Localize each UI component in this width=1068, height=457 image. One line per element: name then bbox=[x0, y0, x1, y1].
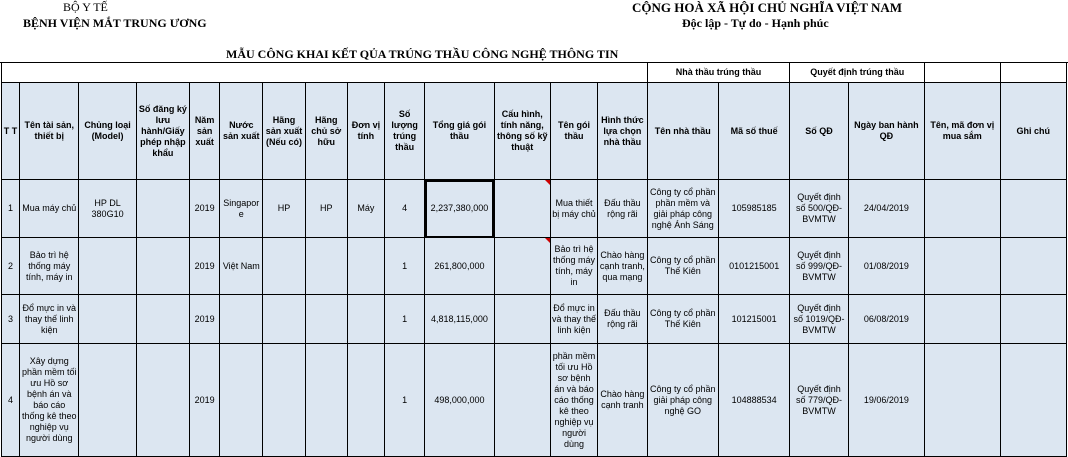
cell-note[interactable] bbox=[1000, 295, 1067, 344]
nation-name: CỘNG HOÀ XÃ HỘI CHỦ NGHĨA VIỆT NAM bbox=[632, 0, 903, 15]
cell-model[interactable] bbox=[79, 344, 136, 457]
col-header-decision-no[interactable]: Số QĐ bbox=[790, 83, 848, 180]
document-title: MẪU CÔNG KHAI KẾT QỦA TRÚNG THẦU CÔNG NGHỆ THÔNG TIN bbox=[226, 47, 619, 61]
cell-spec[interactable] bbox=[494, 238, 550, 295]
cell-decision-date[interactable]: 24/04/2019 bbox=[848, 180, 924, 238]
column-header-row bbox=[2, 83, 1067, 180]
contractor-group-header[interactable]: Nhà thầu trúng thầu bbox=[647, 63, 790, 83]
cell-unit[interactable] bbox=[347, 295, 384, 344]
cell-unit[interactable]: Máy bbox=[347, 180, 384, 238]
cell-tax-code[interactable]: 104888534 bbox=[718, 344, 789, 457]
cell-decision-date[interactable]: 06/08/2019 bbox=[848, 295, 924, 344]
cell-buyer[interactable] bbox=[925, 295, 1000, 344]
col-header-maker[interactable]: Hãng sản xuất (Nếu có) bbox=[263, 83, 305, 180]
cell-spec[interactable] bbox=[494, 344, 550, 457]
table-row bbox=[2, 344, 1067, 457]
cell-buyer[interactable] bbox=[925, 180, 1000, 238]
group-header-row bbox=[2, 63, 1067, 83]
cell-asset-name[interactable]: Xây dựng phần mềm tối ưu Hồ sơ bệnh án và báo cáo thống kê theo nghiệp vụ người dùng bbox=[20, 344, 79, 457]
col-header-package[interactable]: Tên gói thầu bbox=[550, 83, 597, 180]
cell[interactable] bbox=[925, 63, 1000, 83]
cell-quantity[interactable]: 1 bbox=[385, 344, 425, 457]
cell-tt[interactable]: 2 bbox=[2, 238, 20, 295]
cell-model[interactable] bbox=[79, 238, 136, 295]
cell-model[interactable]: HP DL 380G10 bbox=[79, 180, 136, 238]
cell-total-price[interactable]: 261,800,000 bbox=[425, 238, 494, 295]
col-header-method[interactable]: Hình thức lựa chọn nhà thầu bbox=[598, 83, 647, 180]
cell-method[interactable]: Đấu thầu rộng rãi bbox=[598, 295, 647, 344]
col-header-country[interactable]: Nước sản xuất bbox=[220, 83, 263, 180]
col-header-total-price[interactable]: Tổng giá gói thầu bbox=[425, 83, 494, 180]
cell-license[interactable] bbox=[136, 238, 189, 295]
cell-method[interactable]: Chào hàng cạnh tranh, qua mạng bbox=[598, 238, 647, 295]
cell-tax-code[interactable]: 0101215001 bbox=[718, 238, 789, 295]
cell-package[interactable]: phần mềm tối ưu Hồ sơ bệnh án và báo cáo thống kê theo nghiệp vụ người dùng bbox=[550, 344, 597, 457]
cell-buyer[interactable] bbox=[925, 344, 1000, 457]
cell-maker[interactable] bbox=[263, 344, 305, 457]
cell-maker[interactable]: HP bbox=[263, 180, 305, 238]
cell-contractor[interactable]: Công ty cổ phần phần mềm và giải pháp công nghệ Ánh Sáng bbox=[647, 180, 718, 238]
nation-motto: Độc lập - Tự do - Hạnh phúc bbox=[682, 16, 829, 30]
cell-maker[interactable] bbox=[263, 238, 305, 295]
cell-spec[interactable] bbox=[494, 180, 550, 238]
cell-method[interactable]: Chào hàng cạnh tranh bbox=[598, 344, 647, 457]
cell-decision-no[interactable]: Quyết định số 1019/QĐ-BVMTW bbox=[790, 295, 848, 344]
col-header-buyer[interactable]: Tên, mã đơn vị mua sắm bbox=[925, 83, 1000, 180]
cell-package[interactable]: Đổ mực in và thay thế linh kiện bbox=[550, 295, 597, 344]
cell-tax-code[interactable]: 101215001 bbox=[718, 295, 789, 344]
cell-total-price[interactable]: 498,000,000 bbox=[425, 344, 494, 457]
cell-maker[interactable] bbox=[263, 295, 305, 344]
col-header-spec[interactable]: Cấu hình, tính năng, thông số kỹ thuật bbox=[494, 83, 550, 180]
col-header-unit[interactable]: Đơn vị tính bbox=[347, 83, 384, 180]
cell-total-price: 2,237,380,000 bbox=[430, 203, 489, 213]
cell[interactable] bbox=[1000, 63, 1067, 83]
cell-spec[interactable] bbox=[494, 295, 550, 344]
cell-asset-name[interactable]: Bảo trì hệ thống máy tính, máy in bbox=[20, 238, 79, 295]
cell-contractor[interactable]: Công ty cổ phần giải pháp công nghệ GO bbox=[647, 344, 718, 457]
ministry-name: BỘ Y TẾ bbox=[63, 0, 108, 14]
cell-year[interactable]: 2019 bbox=[190, 238, 220, 295]
hospital-name: BỆNH VIỆN MẮT TRUNG ƯƠNG bbox=[23, 16, 207, 30]
col-header-owner[interactable]: Hãng chủ sở hữu bbox=[305, 83, 347, 180]
cell-quantity[interactable]: 1 bbox=[385, 295, 425, 344]
cell-owner[interactable] bbox=[305, 295, 347, 344]
cell-asset-name[interactable]: Đổ mực in và thay thế linh kiện bbox=[20, 295, 79, 344]
cell-owner[interactable]: HP bbox=[305, 180, 347, 238]
table-row bbox=[2, 295, 1067, 344]
selected-cell-total-price[interactable] bbox=[425, 180, 494, 238]
cell-unit[interactable] bbox=[347, 344, 384, 457]
cell-tt[interactable]: 3 bbox=[2, 295, 20, 344]
cell-note[interactable] bbox=[1000, 238, 1067, 295]
cell-tt[interactable]: 1 bbox=[2, 180, 20, 238]
cell-buyer[interactable] bbox=[925, 238, 1000, 295]
cell-asset-name[interactable]: Mua máy chủ bbox=[20, 180, 79, 238]
cell-decision-no[interactable]: Quyết định số 999/QĐ-BVMTW bbox=[790, 238, 848, 295]
cell-decision-date[interactable]: 01/08/2019 bbox=[848, 238, 924, 295]
cell-tax-code[interactable]: 105985185 bbox=[718, 180, 789, 238]
cell-country[interactable] bbox=[220, 344, 263, 457]
cell-method[interactable]: Đấu thầu rộng rãi bbox=[598, 180, 647, 238]
col-header-tt[interactable]: T T bbox=[2, 83, 20, 180]
cell-year[interactable]: 2019 bbox=[190, 344, 220, 457]
decision-group-header[interactable]: Quyết định trúng thầu bbox=[790, 63, 925, 83]
cell-note[interactable] bbox=[1000, 180, 1067, 238]
cell-total-price[interactable]: 4,818,115,000 bbox=[425, 295, 494, 344]
cell-license[interactable] bbox=[136, 180, 189, 238]
cell-decision-no[interactable]: Quyết định số 500/QĐ-BVMTW bbox=[790, 180, 848, 238]
cell-decision-no[interactable]: Quyết định số 779/QĐ-BVMTW bbox=[790, 344, 848, 457]
table-row bbox=[2, 180, 1067, 238]
col-header-decision-date[interactable]: Ngày ban hành QĐ bbox=[848, 83, 924, 180]
cell-quantity[interactable]: 1 bbox=[385, 238, 425, 295]
cell[interactable] bbox=[2, 63, 648, 83]
bid-results-table bbox=[1, 62, 1067, 457]
cell-country[interactable]: Singapore bbox=[220, 180, 263, 238]
table-row bbox=[2, 238, 1067, 295]
col-header-year[interactable]: Năm sản xuất bbox=[190, 83, 220, 180]
cell-contractor[interactable]: Công ty cổ phần Thế Kiên bbox=[647, 295, 718, 344]
cell-package[interactable]: Bảo trì hệ thống máy tính, máy in bbox=[550, 238, 597, 295]
cell-tt[interactable]: 4 bbox=[2, 344, 20, 457]
col-header-note[interactable]: Ghi chú bbox=[1000, 83, 1067, 180]
col-header-asset-name[interactable]: Tên tài sản, thiết bị bbox=[20, 83, 79, 180]
cell-note[interactable] bbox=[1000, 344, 1067, 457]
col-header-model[interactable]: Chủng loại (Model) bbox=[79, 83, 136, 180]
cell-unit[interactable] bbox=[347, 238, 384, 295]
col-header-license[interactable]: Số đăng ký lưu hành/Giấy phép nhập khẩu bbox=[136, 83, 189, 180]
cell-country[interactable] bbox=[220, 295, 263, 344]
cell-owner[interactable] bbox=[305, 344, 347, 457]
cell-package[interactable]: Mua thiết bị máy chủ bbox=[550, 180, 597, 238]
cell-decision-date[interactable]: 19/06/2019 bbox=[848, 344, 924, 457]
col-header-tax-code[interactable]: Mã số thuế bbox=[718, 83, 789, 180]
cell-quantity[interactable]: 4 bbox=[385, 180, 425, 238]
cell-owner[interactable] bbox=[305, 238, 347, 295]
cell-contractor[interactable]: Công ty cổ phần Thế Kiên bbox=[647, 238, 718, 295]
cell-year[interactable]: 2019 bbox=[190, 295, 220, 344]
cell-license[interactable] bbox=[136, 344, 189, 457]
cell-country[interactable]: Việt Nam bbox=[220, 238, 263, 295]
col-header-quantity[interactable]: Số lượng trúng thầu bbox=[385, 83, 425, 180]
cell-year[interactable]: 2019 bbox=[190, 180, 220, 238]
cell-model[interactable] bbox=[79, 295, 136, 344]
col-header-contractor[interactable]: Tên nhà thầu bbox=[647, 83, 718, 180]
cell-license[interactable] bbox=[136, 295, 189, 344]
